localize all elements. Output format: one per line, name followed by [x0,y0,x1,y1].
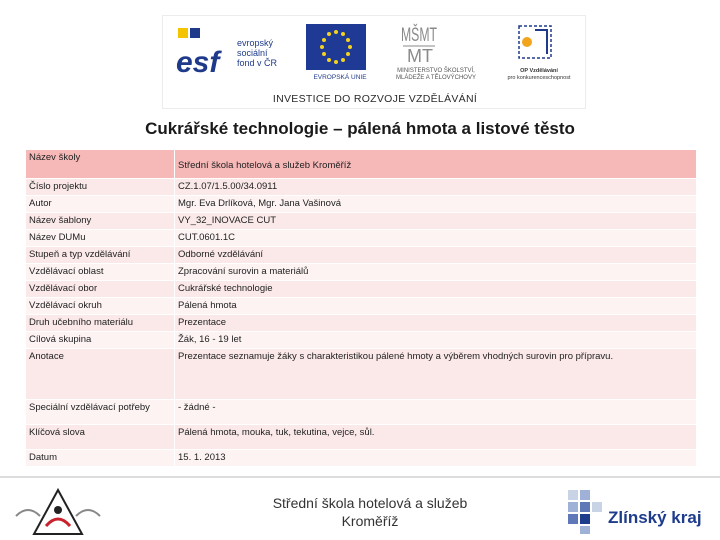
table-row [26,281,697,298]
row-value: Žák, 16 - 19 let [175,332,697,349]
row-value: Zpracování surovin a materiálů [175,264,697,281]
table-row [26,247,697,264]
op-caption [499,68,579,81]
esf-logo-text: esf [176,46,220,79]
esf-logo-icon [174,24,232,80]
table-row [26,425,697,450]
row-label: Vzdělávací okruh [26,298,175,315]
row-value: Prezentace [175,315,697,332]
table-row [26,450,697,467]
row-label: Speciální vzdělávací potřeby [26,400,175,425]
op-vzdelavani-logo-icon [513,20,557,64]
row-value: CUT.0601.1C [175,230,697,247]
school-logo-icon [8,486,108,538]
msmt-logo-icon [399,22,457,66]
row-value: VY_32_INOVACE CUT [175,213,697,230]
row-value: Cukrářské technologie [175,281,697,298]
esf-caption-line: evropský [237,38,274,48]
msmt-logo-text: MŠMT [401,25,457,46]
msmt-caption-line: MLÁDEŽE A TĚLOVÝCHOVY [396,75,476,81]
row-value: Pálená hmota [175,298,697,315]
metadata-table [25,149,697,467]
row-label: Druh učebního materiálu [26,315,175,332]
row-value: 15. 1. 2013 [175,450,697,467]
row-label: Autor [26,196,175,213]
svg-text:MT: MT [407,46,433,66]
row-value: Odborné vzdělávání [175,247,697,264]
row-label: Název šablony [26,213,175,230]
table-row [26,213,697,230]
table-row [26,349,697,400]
row-label: Datum [26,450,175,467]
row-label: Název DUMu [26,230,175,247]
footer-school-line: Kroměříž [341,513,399,529]
footer-school-line: Střední škola hotelová a služeb [272,495,468,511]
esf-caption-line: fond v ČR [237,58,278,68]
row-label: Vzdělávací oblast [26,264,175,281]
row-label: Název školy [26,150,175,179]
row-value: Pálená hmota, mouka, tuk, tekutina, vejce, sůl. [175,425,697,450]
row-value: Prezentace seznamuje žáky s charakteristikou pálené hmoty a výběrem vhodných surovin pro přípravu. [175,349,697,400]
row-value: - žádné - [175,400,697,425]
table-row [26,150,697,179]
row-value: Mgr. Eva Drlíková, Mgr. Jana Vašinová [175,196,697,213]
eu-funding-banner [162,15,586,109]
zlinsky-kraj-logo-icon [568,490,604,534]
footer [0,476,720,540]
table-row [26,298,697,315]
row-label: Anotace [26,349,175,400]
op-caption-line: OP Vzdělávání [520,68,558,74]
row-label: Vzdělávací obor [26,281,175,298]
table-row [26,332,697,349]
msmt-caption [375,68,497,82]
page-title: Cukrářské technologie – pálená hmota a listové těsto [145,119,575,138]
row-label: Stupeň a typ vzdělávání [26,247,175,264]
row-label: Klíčová slova [26,425,175,450]
table-row [26,196,697,213]
table-row [26,400,697,425]
eu-caption: EVROPSKÁ UNIE [313,74,367,81]
row-value: Střední škola hotelová a služeb Kroměříž [175,150,697,179]
esf-caption-line: sociální [237,48,268,58]
op-caption-line: pro konkurenceschopnost [507,74,571,81]
region-name: Zlínský kraj [608,508,702,527]
row-label: Číslo projektu [26,179,175,196]
table-row [26,315,697,332]
banner-tagline: INVESTICE DO ROZVOJE VZDĚLÁVÁNÍ [272,93,478,105]
row-label: Cílová skupina [26,332,175,349]
eu-flag-icon [306,24,366,70]
table-row [26,264,697,281]
esf-caption [237,38,277,68]
table-row [26,230,697,247]
row-value: CZ.1.07/1.5.00/34.0911 [175,179,697,196]
footer-school-name [240,494,500,530]
table-row [26,179,697,196]
msmt-caption-line: MINISTERSTVO ŠKOLSTVÍ, [397,68,475,74]
